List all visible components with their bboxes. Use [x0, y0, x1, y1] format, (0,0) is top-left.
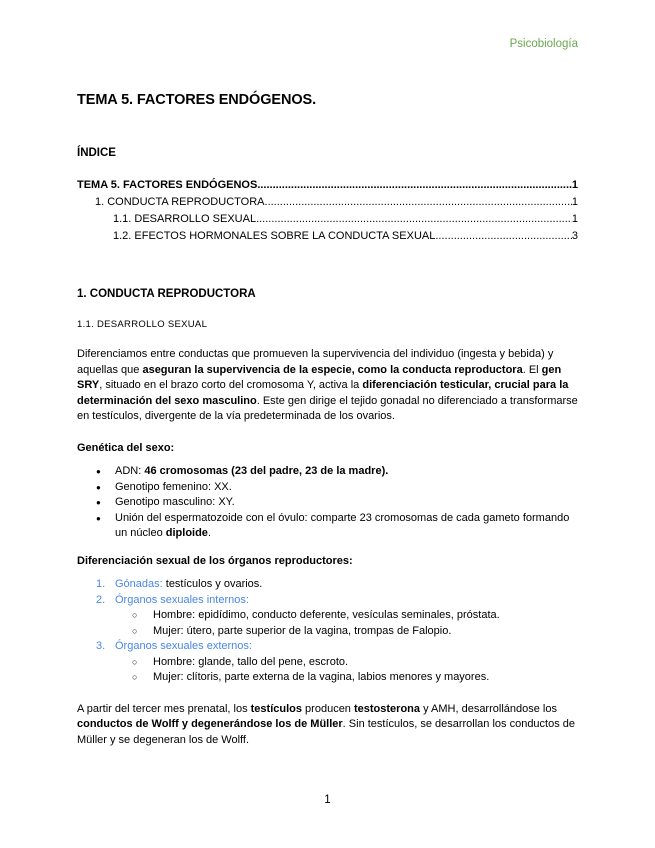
table-of-contents — [77, 179, 578, 247]
page-header-subject: Psicobiología — [509, 38, 578, 50]
list-item-label: Gónadas: — [115, 578, 163, 590]
list-item — [77, 480, 579, 496]
toc-leader-dots — [265, 196, 572, 208]
toc-entry-label: TEMA 5. FACTORES ENDÓGENOS — [77, 179, 258, 191]
bold-run: 46 cromosomas (23 del padre, 23 de la madre). — [144, 465, 389, 477]
toc-entry-conducta-reproductora[interactable] — [77, 196, 578, 213]
toc-entry-page: 1 — [571, 179, 578, 191]
organs-list-continued — [77, 639, 579, 655]
toc-entry-page: 3 — [571, 230, 578, 242]
toc-leader-dots — [435, 230, 572, 242]
toc-entry-tema5[interactable] — [77, 179, 578, 196]
text-run: . Sin testículos, se desarrollan los conductos de Müller y se degeneran los de Wolff. — [77, 718, 576, 746]
text-run: Genotipo masculino: XY. — [115, 496, 235, 508]
list-item — [77, 495, 579, 511]
bold-run: gen SRY — [77, 363, 562, 391]
bold-run: testosterona — [353, 702, 421, 715]
toc-entry-efectos-hormonales[interactable] — [77, 230, 578, 247]
list-item — [77, 593, 579, 609]
section-content — [77, 287, 579, 764]
toc-entry-label: 1.2. EFECTOS HORMONALES SOBRE LA CONDUCTA SEXUAL — [113, 230, 436, 242]
bold-run: diferenciación testicular, crucial para la determinación del sexo masculino — [77, 379, 569, 407]
text-run: Genotipo femenino: XX. — [115, 480, 232, 493]
list-item-label: Órganos sexuales externos: — [115, 640, 252, 652]
list-number: 3. — [96, 640, 106, 652]
bold-run: diploide — [165, 527, 208, 539]
text-run: testículos y ovarios. — [162, 578, 263, 590]
index-heading: ÍNDICE — [77, 147, 116, 159]
genetics-list — [77, 464, 579, 542]
bold-run: aseguran la supervivencia de la especie, como la conducta reproductora — [142, 363, 523, 376]
toc-entry-label: 1. CONDUCTA REPRODUCTORA — [95, 196, 265, 208]
list-item — [77, 511, 579, 542]
list-number: 2. — [96, 593, 106, 606]
list-item-label: Órganos sexuales internos: — [115, 593, 249, 606]
toc-entry-label: 1.1. DESARROLLO SEXUAL — [113, 213, 257, 225]
toc-leader-dots — [257, 179, 572, 191]
sublist-item: ○ Mujer: clítoris, parte externa de la vagina, labios menores y mayores. — [114, 670, 579, 686]
list-number: 1. — [96, 578, 106, 590]
document-title: TEMA 5. FACTORES ENDÓGENOS. — [77, 92, 316, 108]
text-run: producen — [302, 702, 354, 715]
external-organs-sublist — [77, 655, 579, 686]
toc-leader-dots — [256, 213, 572, 225]
text-run: A partir del tercer mes prenatal, los — [77, 702, 251, 715]
text-run: Unión del espermatozoide con el óvulo: comparte 23 cromosomas de cada gameto formando un núcleo — [115, 511, 570, 539]
intro-paragraph — [77, 347, 579, 425]
sublist-item: ○ Hombre: epidídimo, conducto deferente, vesículas seminales, próstata. — [114, 608, 579, 624]
toc-entry-desarrollo-sexual[interactable] — [77, 213, 578, 230]
genetics-heading: Genética del sexo: — [77, 441, 175, 454]
text-run: , situado en el brazo corto del cromosoma Y, activa la — [99, 379, 363, 391]
list-item — [77, 639, 579, 655]
toc-entry-page: 1 — [571, 196, 578, 208]
subsection-heading: 1.1. DESARROLLO SEXUAL — [77, 318, 208, 330]
sublist-item: ○ Mujer: útero, parte superior de la vagina, trompas de Falopio. — [114, 624, 579, 640]
page-number: 1 — [324, 794, 331, 806]
prenatal-paragraph — [77, 702, 579, 749]
list-item — [77, 577, 579, 593]
text-run: ADN: — [115, 465, 145, 477]
internal-organs-sublist — [77, 608, 579, 639]
bold-run: testículos — [250, 702, 302, 715]
list-item — [77, 464, 579, 480]
sublist-item: ○ Hombre: glande, tallo del pene, escroto. — [114, 655, 579, 671]
text-run: . El — [522, 363, 542, 376]
text-run: . — [207, 527, 211, 539]
section-heading: 1. CONDUCTA REPRODUCTORA — [77, 288, 256, 300]
text-run: y AMH, desarrollándose los — [420, 702, 557, 715]
toc-entry-page: 1 — [571, 213, 578, 225]
organs-heading: Diferenciación sexual de los órganos reproductores: — [77, 554, 353, 567]
text-run: Diferenciamos entre conductas que promueven la supervivencia del individuo (ingesta y bebida) y aquellas que — [77, 348, 554, 376]
bold-run: conductos de Wolff y degenerándose los de Müller — [77, 718, 343, 730]
text-run: . Este gen dirige el tejido gonadal no diferenciado a transformarse en testículos, divergente de la vía predeterminada de los ovarios. — [77, 394, 578, 422]
organs-list — [77, 577, 579, 608]
